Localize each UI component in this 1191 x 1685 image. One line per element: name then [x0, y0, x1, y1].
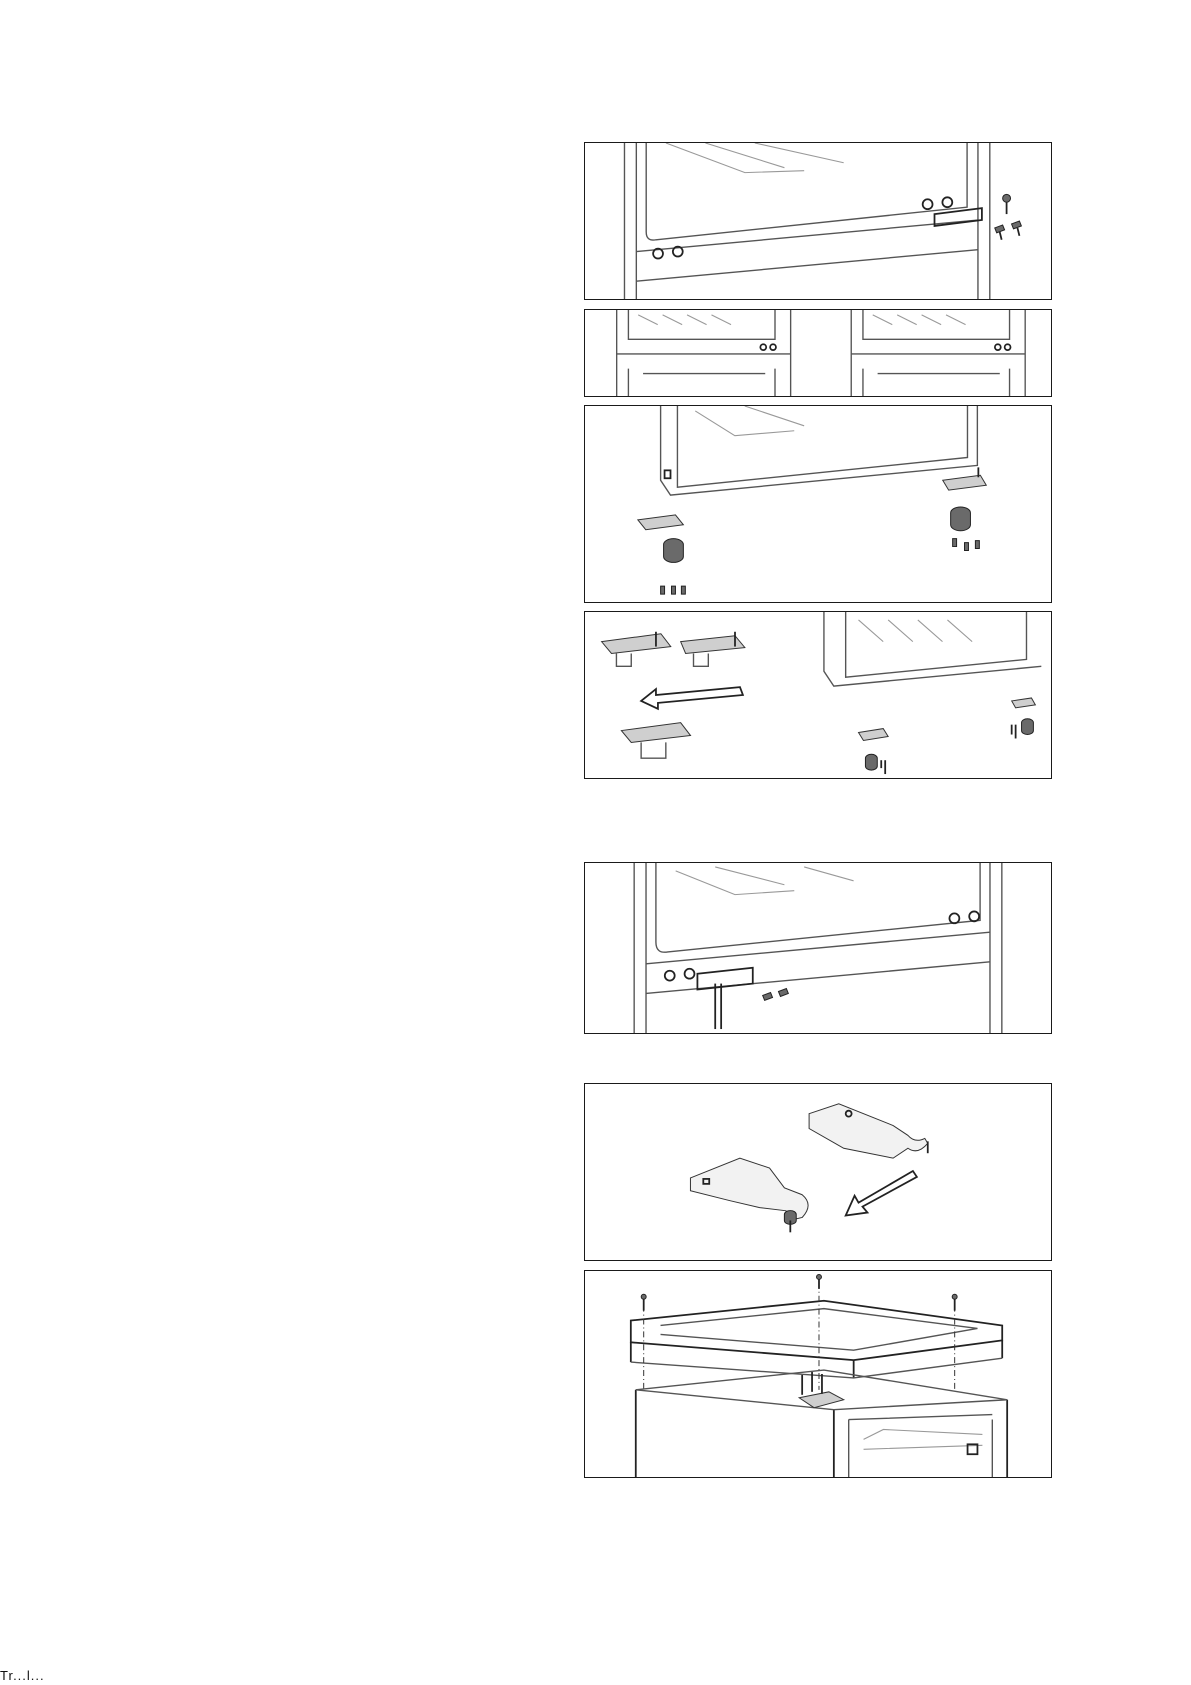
- figure-hinge-swap-arrow: [584, 611, 1052, 779]
- figure-door-pair: [584, 309, 1052, 397]
- top-cover-assembly-illustration: [585, 1271, 1051, 1477]
- hinge-refit-illustration: [585, 863, 1051, 1033]
- figure-hinge-removal: [584, 142, 1052, 300]
- top-hinge-swap-illustration: [585, 1084, 1051, 1260]
- feet-hinge-detach-illustration: [585, 406, 1051, 602]
- hinge-removal-illustration: [585, 143, 1051, 299]
- figure-hinge-refit: [584, 862, 1052, 1034]
- figure-top-cover-assembly: [584, 1270, 1052, 1478]
- door-pair-illustration: [585, 310, 1051, 396]
- hinge-swap-arrow-illustration: [585, 612, 1051, 778]
- page-footer: Tr...l...: [0, 1668, 45, 1683]
- figure-top-hinge-swap: [584, 1083, 1052, 1261]
- figure-feet-hinge-detach: [584, 405, 1052, 603]
